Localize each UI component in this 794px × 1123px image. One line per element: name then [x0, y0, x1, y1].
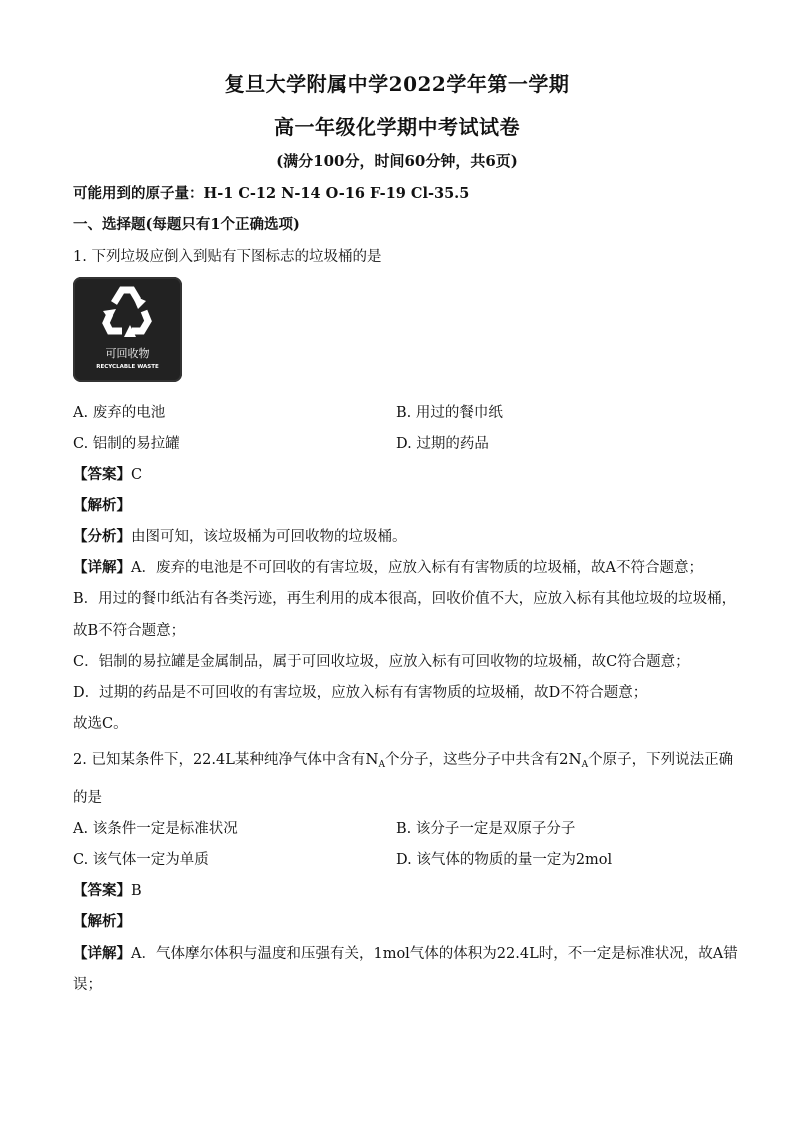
q2-stem-part3: 个原子，下列说法正确	[588, 752, 734, 768]
exam-info: (满分100分，时间60分钟，共6页)	[276, 152, 518, 170]
q1-fenxi	[73, 525, 407, 546]
q2-option-d: D. 该气体的物质的量一定为2mol	[396, 852, 613, 868]
detail-a-text: A．气体摩尔体积与温度和压强有关，1mol气体的体积为22.4L时，不一定是标准状况，故A错	[131, 946, 738, 962]
q1-option-c: C. 铝制的易拉罐	[73, 436, 180, 452]
atomic-masses: 可能用到的原子量：H-1 C-12 N-14 O-16 F-19 Cl-35.5	[73, 185, 470, 202]
q1-detail-a	[73, 556, 703, 577]
q1-detail-d: D．过期的药品是不可回收的有害垃圾，应放入标有有害物质的垃圾桶，故D不符合题意；	[73, 685, 648, 701]
recycle-icon	[100, 281, 155, 339]
na2-sub: A	[581, 760, 589, 770]
question-2-stem-line2: 的是	[73, 790, 102, 806]
answer-tag: 【答案】	[73, 882, 131, 899]
avogadro-symbol-1	[365, 750, 385, 768]
recyclable-waste-logo	[73, 277, 182, 382]
q2-detail-a-line2: 误；	[73, 977, 102, 993]
answer-value: C	[131, 467, 143, 483]
answer-value: B	[131, 883, 142, 899]
section-heading: 一、选择题(每题只有1个正确选项)	[73, 216, 300, 233]
q1-detail-c: C．铝制的易拉罐是金属制品，属于可回收垃圾，应放入标有可回收物的垃圾桶，故C符合题意；	[73, 654, 690, 670]
na2-base: 2N	[558, 750, 582, 768]
answer-tag: 【答案】	[73, 466, 131, 483]
q1-conclusion: 故选C。	[73, 716, 128, 732]
q2-stem-part1: 2. 已知某条件下，22.4L某种纯净气体中含有	[73, 752, 366, 768]
question-2-stem	[73, 748, 733, 770]
q2-analysis-tag: 【解析】	[73, 913, 131, 930]
q2-option-a: A. 该条件一定是标准状况	[73, 821, 238, 837]
logo-label-en: RECYCLABLE WASTE	[96, 364, 159, 370]
exam-title: 复旦大学附属中学2022学年第一学期	[224, 72, 570, 96]
na1-base: N	[365, 750, 379, 768]
q1-option-d: D. 过期的药品	[396, 436, 489, 452]
avogadro-symbol-2	[559, 750, 588, 768]
fenxi-tag: 【分析】	[73, 528, 131, 545]
q1-option-a: A. 废弃的电池	[73, 405, 166, 421]
na1-sub: A	[378, 760, 385, 770]
q1-option-b: B. 用过的餐巾纸	[396, 405, 503, 421]
detail-tag: 【详解】	[73, 945, 131, 962]
detail-tag: 【详解】	[73, 559, 131, 576]
q2-stem-part2: 个分子，这些分子中共含有	[384, 752, 559, 768]
q1-answer	[73, 463, 142, 484]
detail-a-text: A．废弃的电池是不可回收的有害垃圾，应放入标有有害物质的垃圾桶，故A不符合题意；	[131, 560, 703, 576]
q1-analysis-tag: 【解析】	[73, 497, 131, 514]
q2-option-c: C. 该气体一定为单质	[73, 852, 209, 868]
question-1-stem: 1. 下列垃圾应倒入到贴有下图标志的垃圾桶的是	[73, 249, 382, 265]
logo-label-cn: 可回收物	[105, 347, 150, 360]
fenxi-text: 由图可知，该垃圾桶为可回收物的垃圾桶。	[131, 529, 407, 545]
q1-detail-b-line2: 故B不符合题意；	[73, 623, 186, 639]
q2-detail-a-line1	[73, 942, 738, 963]
q2-answer	[73, 879, 142, 900]
q2-option-b: B. 该分子一定是双原子分子	[396, 821, 576, 837]
q1-detail-b-line1: B．用过的餐巾纸沾有各类污迹，再生利用的成本很高，回收价值不大，应放入标有其他垃圾的垃圾桶，	[73, 591, 737, 607]
exam-subject-title: 高一年级化学期中考试试卷	[274, 115, 520, 139]
